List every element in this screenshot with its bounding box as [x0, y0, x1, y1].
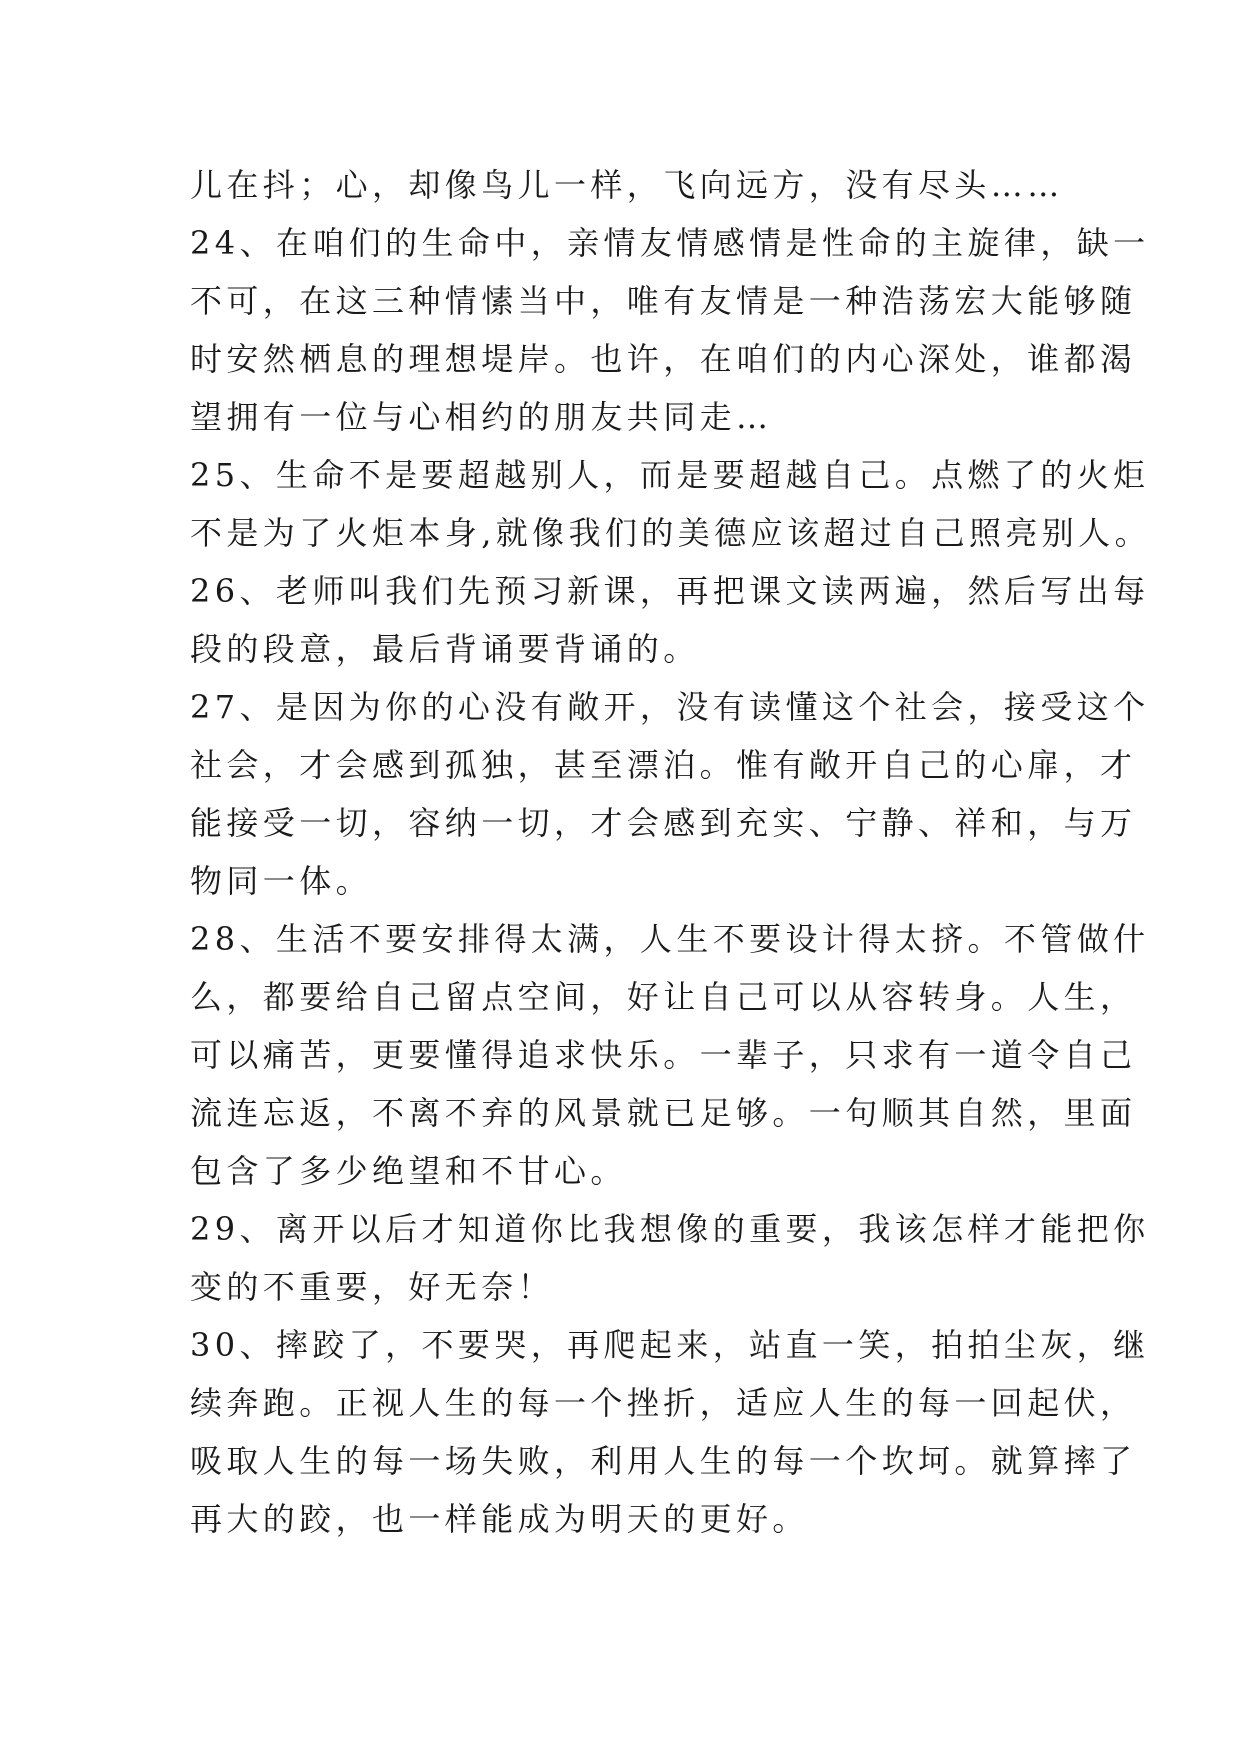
text-line: 包含了多少绝望和不甘心。	[190, 1152, 627, 1190]
text-line: 26、老师叫我们先预习新课，再把课文读两遍，然后写出每	[190, 572, 1150, 610]
document-body	[190, 156, 1151, 1548]
text-line: 25、生命不是要超越别人，而是要超越自己。点燃了的火炬	[190, 456, 1150, 494]
text-line: 么，都要给自己留点空间，好让自己可以从容转身。人生，	[190, 978, 1137, 1016]
text-line: 28、生活不要安排得太满，人生不要设计得太挤。不管做什	[190, 920, 1150, 958]
text-line: 儿在抖；心，却像鸟儿一样，飞向远方，没有尽头……	[190, 166, 1064, 204]
text-line: 能接受一切，容纳一切，才会感到充实、宁静、祥和，与万	[190, 804, 1137, 842]
text-line: 流连忘返，不离不弃的风景就已足够。一句顺其自然，里面	[190, 1094, 1137, 1132]
text-line: 望拥有一位与心相约的朋友共同走…	[190, 398, 773, 436]
text-line: 再大的跤，也一样能成为明天的更好。	[190, 1500, 809, 1538]
text-line: 不是为了火炬本身,就像我们的美德应该超过自己照亮别人。	[190, 514, 1151, 552]
text-line: 续奔跑。正视人生的每一个挫折，适应人生的每一回起伏，	[190, 1384, 1137, 1422]
text-line: 30、摔跤了，不要哭，再爬起来，站直一笑，拍拍尘灰，继	[190, 1326, 1150, 1364]
text-line: 27、是因为你的心没有敞开，没有读懂这个社会，接受这个	[190, 688, 1150, 726]
text-line: 时安然栖息的理想堤岸。也许，在咱们的内心深处，谁都渴	[190, 340, 1137, 378]
text-line: 24、在咱们的生命中，亲情友情感情是性命的主旋律，缺一	[190, 224, 1150, 262]
text-line: 可以痛苦，更要懂得追求快乐。一辈子，只求有一道令自己	[190, 1036, 1137, 1074]
text-line: 段的段意，最后背诵要背诵的。	[190, 630, 700, 668]
text-line: 变的不重要，好无奈！	[190, 1268, 555, 1306]
text-line: 物同一体。	[190, 862, 373, 900]
text-line: 吸取人生的每一场失败，利用人生的每一个坎坷。就算摔了	[190, 1442, 1137, 1480]
text-line: 不可，在这三种情愫当中，唯有友情是一种浩荡宏大能够随	[190, 282, 1137, 320]
text-line: 社会，才会感到孤独，甚至漂泊。惟有敞开自己的心扉，才	[190, 746, 1137, 784]
text-line: 29、离开以后才知道你比我想像的重要，我该怎样才能把你	[190, 1210, 1150, 1248]
